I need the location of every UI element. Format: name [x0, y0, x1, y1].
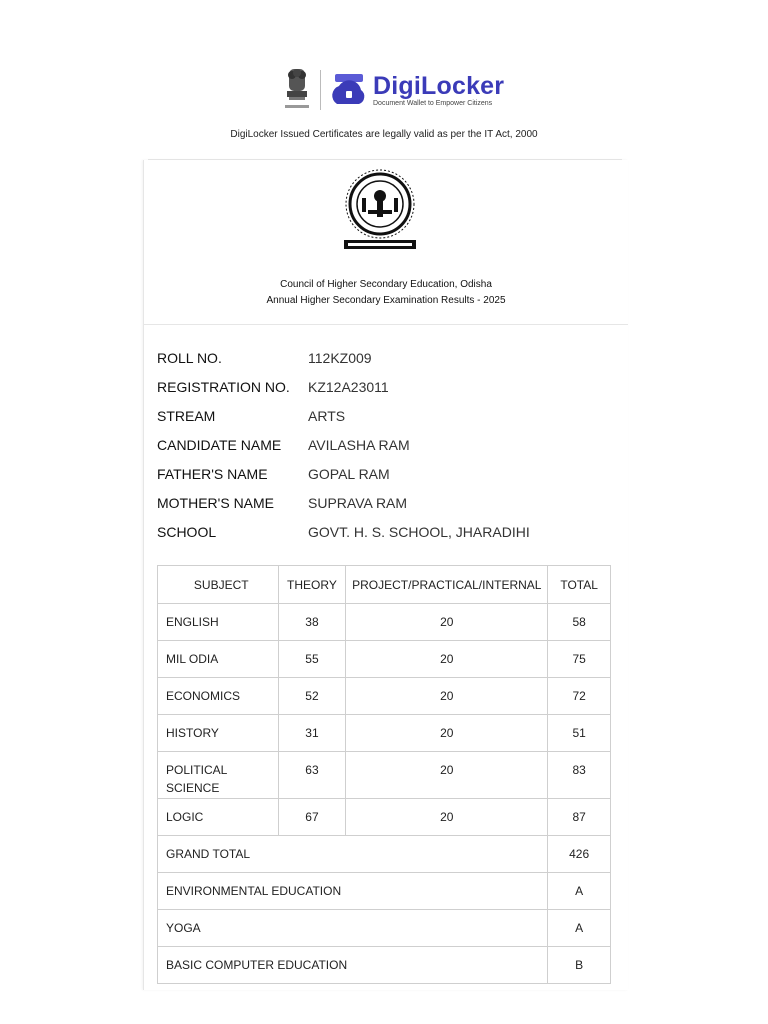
- info-row-stream: [157, 401, 530, 430]
- info-value: SUPRAVA RAM: [308, 494, 408, 511]
- practical-cell: 20: [346, 641, 548, 678]
- brand-tagline: Document Wallet to Empower Citizens: [373, 100, 493, 107]
- digilocker-logo-icon: [329, 70, 369, 110]
- column-header: PROJECT/PRACTICAL/INTERNAL: [346, 566, 548, 604]
- subject-cell: POLITICAL SCIENCE: [158, 752, 279, 799]
- grade-subject: YOGA: [158, 910, 548, 947]
- theory-cell: 31: [278, 715, 346, 752]
- subject-cell: HISTORY: [158, 715, 279, 752]
- info-row-roll: [157, 343, 530, 372]
- info-label: REGISTRATION NO.: [157, 378, 290, 395]
- grade-subject: ENVIRONMENTAL EDUCATION: [158, 873, 548, 910]
- info-value: GOVT. H. S. SCHOOL, JHARADIHI: [308, 523, 530, 540]
- info-label: STREAM: [157, 407, 216, 424]
- column-header: THEORY: [278, 566, 346, 604]
- column-header: SUBJECT: [158, 566, 279, 604]
- student-info: [157, 343, 530, 546]
- grade-row: [158, 947, 611, 984]
- table-row: [158, 799, 611, 836]
- subject-cell: MIL ODIA: [158, 641, 279, 678]
- info-value: GOPAL RAM: [308, 465, 390, 482]
- logo-row: [280, 65, 504, 115]
- theory-cell: 67: [278, 799, 346, 836]
- info-label: ROLL NO.: [157, 349, 222, 366]
- section-divider: [144, 324, 628, 325]
- table-row: [158, 715, 611, 752]
- info-label: MOTHER'S NAME: [157, 494, 275, 511]
- india-emblem-icon: [280, 66, 314, 114]
- info-value: KZ12A23011: [308, 378, 389, 395]
- practical-cell: 20: [346, 799, 548, 836]
- grade-value: A: [548, 873, 611, 910]
- table-row: [158, 752, 611, 799]
- grand-total-row: [158, 836, 611, 873]
- total-cell: 75: [548, 641, 611, 678]
- subject-cell: ENGLISH: [158, 604, 279, 641]
- legal-notice: DigiLocker Issued Certificates are legally valid as per the IT Act, 2000: [230, 129, 538, 140]
- info-label: SCHOOL: [157, 523, 217, 540]
- info-value: AVILASHA RAM: [308, 436, 410, 453]
- council-title: [144, 277, 628, 309]
- subject-cell: ECONOMICS: [158, 678, 279, 715]
- info-row-mother: [157, 488, 530, 517]
- marks-header-row: [158, 566, 611, 604]
- grand-total-value: 426: [548, 836, 611, 873]
- practical-cell: 20: [346, 752, 548, 799]
- marks-table: [157, 565, 611, 984]
- practical-cell: 20: [346, 604, 548, 641]
- table-row: [158, 604, 611, 641]
- total-cell: 72: [548, 678, 611, 715]
- total-cell: 51: [548, 715, 611, 752]
- brand-text: [373, 73, 504, 107]
- info-row-registration: [157, 372, 530, 401]
- practical-cell: 20: [346, 715, 548, 752]
- practical-cell: 20: [346, 678, 548, 715]
- total-cell: 87: [548, 799, 611, 836]
- info-label: FATHER'S NAME: [157, 465, 268, 482]
- total-cell: 83: [548, 752, 611, 799]
- table-row: [158, 678, 611, 715]
- grade-row: [158, 910, 611, 947]
- table-row: [158, 641, 611, 678]
- grade-subject: BASIC COMPUTER EDUCATION: [158, 947, 548, 984]
- total-cell: 58: [548, 604, 611, 641]
- info-row-school: [157, 517, 530, 546]
- subject-cell: LOGIC: [158, 799, 279, 836]
- info-label: CANDIDATE NAME: [157, 436, 282, 453]
- info-value: ARTS: [308, 407, 346, 424]
- grand-total-label: GRAND TOTAL: [158, 836, 548, 873]
- chse-odisha-seal-icon: [340, 168, 420, 250]
- theory-cell: 55: [278, 641, 346, 678]
- info-row-candidate: [157, 430, 530, 459]
- grade-value: B: [548, 947, 611, 984]
- column-header: TOTAL: [548, 566, 611, 604]
- theory-cell: 63: [278, 752, 346, 799]
- grade-value: A: [548, 910, 611, 947]
- issuer-name: Council of Higher Secondary Education, Odisha: [280, 279, 492, 290]
- theory-cell: 38: [278, 604, 346, 641]
- logo-divider: [320, 70, 321, 110]
- info-row-father: [157, 459, 530, 488]
- exam-name: Annual Higher Secondary Examination Results - 2025: [266, 295, 506, 306]
- grade-row: [158, 873, 611, 910]
- theory-cell: 52: [278, 678, 346, 715]
- brand-name: DigiLocker: [373, 72, 505, 100]
- info-value: 112KZ009: [308, 349, 372, 366]
